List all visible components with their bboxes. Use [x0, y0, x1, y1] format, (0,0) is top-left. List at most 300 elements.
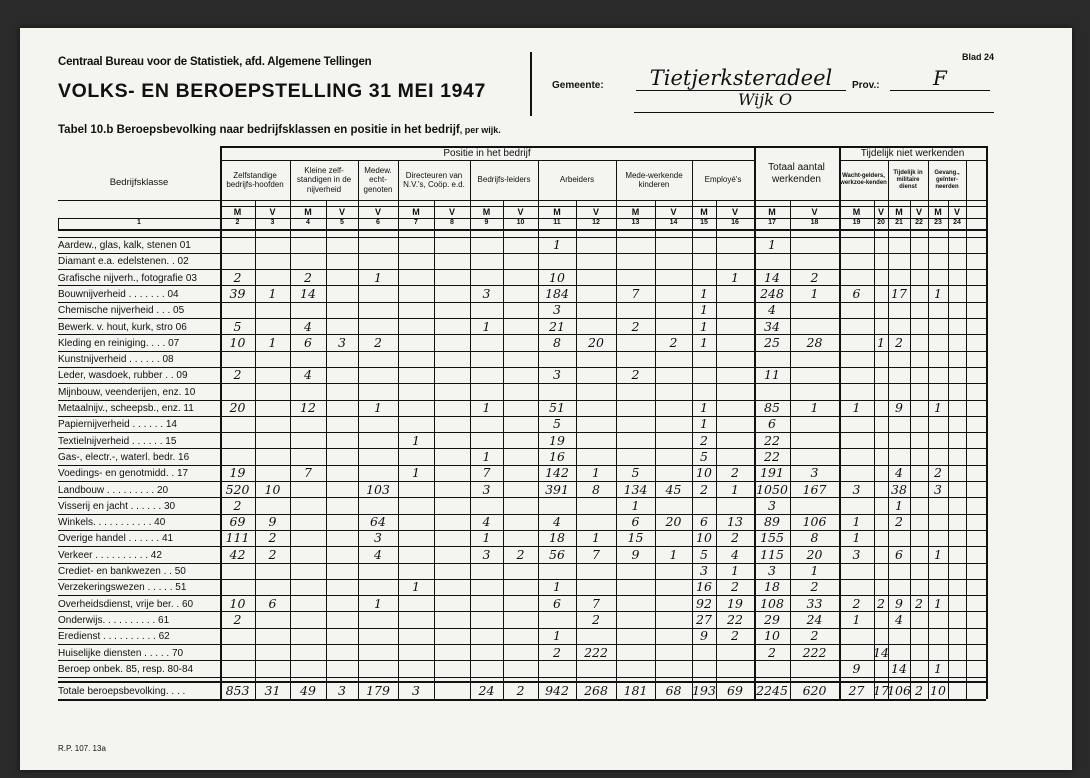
data-cell: 1050: [756, 481, 788, 497]
column-number: 15: [700, 219, 708, 226]
data-cell: 106: [802, 514, 827, 530]
column-number: 21: [895, 219, 903, 226]
data-cell: 3: [374, 530, 382, 546]
data-cell: 1: [592, 465, 600, 481]
column-number: 2: [235, 219, 240, 226]
row-label: Onderwijs. . . . . . . . . . 61: [58, 614, 170, 626]
column-number: 12: [592, 219, 600, 226]
data-cell: 18: [549, 530, 565, 546]
total-cell: 942: [545, 683, 569, 699]
data-cell: 14: [764, 269, 780, 285]
data-cell: 1: [700, 334, 708, 350]
data-cell: 45: [665, 481, 682, 497]
column-line: [966, 160, 967, 699]
column-line: [948, 200, 949, 699]
data-cell: 520: [225, 481, 250, 497]
data-cell: 14: [300, 285, 316, 301]
data-cell: 89: [764, 514, 780, 530]
row-label: Overheidsdienst, vrije ber. . 60: [58, 598, 194, 610]
data-cell: 39: [229, 285, 246, 301]
positie-header: Positie in het bedrijf: [443, 147, 531, 159]
data-cell: 3: [338, 334, 346, 350]
sheet-number: Blad 24: [961, 52, 994, 62]
sex-header: V: [517, 207, 524, 217]
sex-header: V: [592, 207, 599, 217]
data-cell: 1: [482, 448, 491, 464]
data-cell: 2: [374, 334, 382, 350]
row-label: Mijnbouw, veenderijen, enz. 10: [58, 386, 196, 398]
sex-header: M: [700, 207, 708, 217]
column-line: [928, 160, 929, 699]
data-cell: 2: [631, 318, 640, 334]
data-cell: 3: [553, 367, 561, 383]
data-cell: 18: [764, 579, 780, 595]
data-cell: 2: [304, 269, 312, 285]
row-label: Landbouw . . . . . . . . . 20: [58, 484, 169, 496]
data-cell: 2: [731, 530, 739, 546]
data-cell: 1: [731, 563, 739, 578]
row-label: Chemische nijverheid . . . 05: [58, 305, 185, 317]
group-header: Bedrijfs-leiders: [477, 175, 531, 185]
row-label: Metaalnijv., scheepsb., enz. 11: [58, 403, 194, 414]
data-cell: 2: [731, 628, 739, 644]
sex-header: M: [934, 207, 942, 217]
data-cell: 184: [545, 285, 569, 301]
sex-header: V: [374, 207, 381, 217]
data-cell: 4: [482, 514, 491, 530]
column-number: 18: [810, 219, 819, 226]
data-cell: 1: [934, 285, 942, 301]
row-label: Bouwnijverheid . . . . . . . 04: [58, 288, 179, 300]
column-line: [398, 160, 399, 699]
data-cell: 391: [545, 481, 569, 497]
total-cell: 49: [300, 683, 316, 699]
data-cell: 2: [877, 595, 885, 611]
total-cell: 2: [516, 683, 525, 699]
total-cell: 24: [478, 683, 495, 699]
data-cell: 1: [852, 514, 861, 530]
data-cell: 1: [374, 269, 382, 285]
data-cell: 4: [304, 318, 312, 334]
row-label: Visserij en jacht . . . . . . 30: [58, 500, 176, 512]
sex-header: M: [768, 207, 776, 217]
data-cell: 9: [852, 660, 861, 676]
sex-header: V: [953, 207, 960, 217]
total-cell: 193: [692, 683, 716, 699]
data-cell: 22: [764, 432, 780, 448]
data-cell: 5: [631, 465, 640, 481]
form-title: VOLKS- EN BEROEPSTELLING 31 MEI 1947: [58, 80, 486, 102]
column-number: 1: [137, 219, 141, 226]
data-cell: 222: [802, 644, 827, 660]
rule-line: [58, 200, 986, 201]
data-cell: 1: [412, 465, 420, 481]
data-cell: 9: [631, 546, 640, 562]
data-cell: 6: [268, 595, 277, 611]
gemeente-label: Gemeente:: [552, 80, 604, 91]
data-cell: 167: [802, 481, 827, 497]
total-cell: 2245: [756, 683, 788, 699]
data-cell: 2: [810, 269, 819, 285]
data-cell: 12: [300, 400, 316, 415]
data-cell: 2: [268, 530, 277, 546]
column-line: [655, 200, 656, 699]
group-header: Mede-werkende kinderen: [625, 170, 683, 189]
column-number: 4: [306, 219, 310, 226]
group-header: Directeuren van N.V.'s, Coöp. e.d.: [403, 170, 465, 189]
totaal-header: Totaal aantal werkenden: [768, 162, 825, 185]
data-cell: 2: [233, 269, 242, 285]
data-cell: 19: [549, 432, 565, 448]
organization-name: Centraal Bureau voor de Statistiek, afd. Algemene Tellingen: [58, 56, 372, 68]
data-cell: 1: [268, 285, 277, 301]
header-underline: [634, 112, 994, 113]
data-cell: 103: [366, 481, 390, 497]
data-cell: 2: [233, 497, 242, 513]
data-cell: 20: [588, 334, 604, 350]
data-cell: 142: [545, 465, 569, 481]
group-header: Medew. echt-genoten: [363, 165, 393, 194]
data-cell: 92: [696, 595, 712, 611]
group-header: Kleine zelf-standigen in de nijverheid: [296, 165, 352, 194]
data-cell: 1: [482, 400, 491, 415]
data-cell: 7: [482, 465, 491, 481]
data-cell: 2: [553, 644, 561, 660]
column-line: [470, 160, 471, 699]
row-label: Leder, wasdoek, rubber . . 09: [58, 370, 188, 382]
data-cell: 222: [584, 644, 608, 660]
tijdelijk-header: Tijdelijk niet werkenden: [860, 147, 965, 159]
data-cell: 6: [700, 514, 708, 530]
data-cell: 10: [696, 530, 712, 546]
data-cell: 13: [727, 514, 743, 530]
sex-header: V: [338, 207, 345, 217]
data-cell: 34: [764, 318, 780, 334]
total-cell: 179: [366, 683, 390, 699]
data-cell: 4: [731, 546, 739, 562]
sex-header: M: [304, 207, 312, 217]
data-cell: 4: [768, 302, 776, 318]
column-number: 16: [731, 219, 739, 226]
caption-main: Tabel 10.b Beroepsbevolking naar bedrijfsklassen en positie in het bedrijf: [58, 124, 460, 136]
province-value: F: [890, 66, 990, 91]
column-line: [358, 160, 359, 699]
data-cell: 1: [731, 269, 739, 285]
row-label: Gas-, electr.-, waterl. bedr. 16: [58, 451, 190, 463]
column-number: 8: [450, 219, 454, 226]
sex-header: V: [877, 207, 884, 217]
data-cell: 1: [810, 563, 819, 578]
row-label: Diamant e.a. edelstenen. . 02: [58, 256, 189, 268]
data-cell: 10: [696, 465, 712, 481]
row-label: Overige handel . . . . . . 41: [58, 533, 174, 545]
bedrijfsklasse-header: Bedrijfsklasse: [109, 177, 169, 189]
tn-group-header: Gevang., geïnter-neerden: [934, 169, 960, 190]
data-cell: 248: [760, 285, 784, 301]
sex-header: M: [412, 207, 420, 217]
data-cell: 1: [877, 334, 885, 350]
data-cell: 134: [623, 481, 648, 497]
data-cell: 9: [268, 514, 277, 530]
data-cell: 3: [482, 546, 491, 562]
data-cell: 1: [482, 318, 491, 334]
data-cell: 1: [852, 530, 861, 546]
data-cell: 1: [810, 400, 819, 415]
column-number: 11: [553, 219, 561, 226]
data-cell: 1: [700, 318, 708, 334]
total-cell: 106: [887, 683, 911, 699]
data-cell: 3: [852, 481, 861, 497]
data-cell: 6: [304, 334, 312, 350]
data-cell: 2: [810, 628, 819, 644]
row-label: Verkeer . . . . . . . . . . 42: [58, 549, 162, 561]
total-cell: 31: [264, 683, 281, 699]
rule-line: [58, 699, 986, 701]
total-cell: 3: [338, 683, 346, 699]
sex-header: M: [852, 207, 861, 217]
column-number: 24: [953, 219, 961, 226]
data-cell: 2: [895, 514, 903, 530]
data-cell: 64: [370, 514, 386, 530]
column-number: 19: [852, 219, 861, 226]
total-cell: 27: [848, 683, 865, 699]
data-cell: 1: [374, 595, 382, 611]
row-label: Beroep onbek. 85, resp. 80-84: [58, 663, 194, 675]
tn-group-header: Wacht-gelders, werkzoe-kenden: [840, 173, 887, 186]
row-label: Winkels. . . . . . . . . . . 40: [58, 517, 166, 529]
data-cell: 1: [553, 628, 561, 644]
data-cell: 4: [895, 465, 903, 481]
data-cell: 3: [482, 285, 491, 301]
column-number: 20: [877, 219, 885, 226]
total-label: Totale beroepsbevolking. . . .: [58, 686, 186, 698]
row-label: Aardew., glas, kalk, stenen 01: [58, 240, 191, 251]
tn-group-header: Tijdelijk in militaire dienst: [893, 169, 923, 190]
data-cell: 8: [553, 334, 561, 350]
data-cell: 9: [895, 400, 903, 415]
data-cell: 2: [700, 481, 708, 497]
data-cell: 1: [700, 302, 708, 318]
column-number: 6: [376, 219, 380, 226]
column-number: 10: [516, 219, 525, 226]
sex-header: V: [731, 207, 738, 217]
sex-header: V: [811, 207, 818, 217]
data-cell: 4: [553, 514, 561, 530]
data-cell: 2: [731, 579, 739, 595]
data-cell: 1: [934, 400, 942, 415]
column-line: [290, 160, 291, 699]
data-cell: 108: [760, 595, 784, 611]
data-cell: 2: [631, 367, 640, 383]
data-cell: 6: [631, 514, 640, 530]
data-cell: 10: [229, 595, 246, 611]
data-cell: 7: [592, 595, 600, 611]
total-cell: 10: [930, 683, 946, 699]
data-cell: 1: [482, 530, 491, 546]
data-cell: 2: [810, 579, 819, 595]
data-cell: 6: [852, 285, 861, 301]
data-cell: 2: [852, 595, 861, 611]
data-cell: 10: [229, 334, 246, 350]
data-cell: 1: [631, 497, 640, 513]
sex-header: V: [448, 207, 455, 217]
column-number: 13: [631, 219, 640, 226]
sex-header: M: [631, 207, 640, 217]
data-cell: 7: [304, 465, 312, 481]
data-cell: 16: [696, 579, 712, 595]
data-cell: 69: [229, 514, 246, 530]
data-cell: 29: [764, 611, 780, 627]
row-label: Voedings- en genotmidd. . 17: [58, 468, 189, 480]
data-cell: 9: [895, 595, 903, 611]
row-label: Crediet- en bankwezen . . 50: [58, 566, 186, 577]
data-cell: 2: [768, 644, 776, 660]
data-cell: 14: [873, 644, 889, 660]
data-cell: 3: [768, 563, 776, 578]
data-cell: 11: [764, 367, 780, 383]
data-cell: 2: [268, 546, 277, 562]
group-header: Arbeiders: [559, 175, 595, 185]
data-cell: 2: [700, 432, 708, 448]
data-cell: 3: [768, 497, 776, 513]
sex-header: M: [482, 207, 491, 217]
data-cell: 6: [895, 546, 903, 562]
row-label: Verzekeringswezen . . . . . 51: [58, 582, 187, 594]
column-number: 9: [484, 219, 489, 226]
table-caption: [58, 124, 501, 136]
data-cell: 5: [700, 546, 708, 562]
data-cell: 3: [852, 546, 861, 562]
data-cell: 4: [374, 546, 382, 562]
data-cell: 17: [891, 285, 907, 301]
province-label: Prov.:: [852, 80, 880, 91]
data-cell: 2: [731, 465, 739, 481]
column-number: 23: [934, 219, 942, 226]
row-label: Grafische nijverh., fotografie 03: [58, 272, 197, 284]
data-cell: 28: [806, 334, 823, 350]
data-cell: 9: [700, 628, 708, 644]
data-cell: 111: [225, 530, 250, 546]
data-cell: 1: [810, 285, 819, 301]
data-cell: 8: [592, 481, 600, 497]
row-label: Textielnijverheid . . . . . . 15: [58, 435, 177, 447]
sex-header: M: [233, 207, 242, 217]
data-cell: 1: [268, 334, 277, 350]
sex-header: V: [915, 207, 922, 217]
data-cell: 1: [852, 400, 861, 415]
header-divider: [530, 52, 532, 116]
total-cell: 181: [623, 683, 648, 699]
data-cell: 1: [768, 237, 776, 252]
data-cell: 20: [806, 546, 823, 562]
column-line: [986, 146, 988, 699]
data-cell: 21: [549, 318, 565, 334]
data-cell: 51: [549, 400, 565, 415]
data-cell: 10: [764, 628, 780, 644]
total-cell: 17: [873, 683, 889, 699]
data-cell: 5: [233, 318, 242, 334]
data-cell: 33: [806, 595, 823, 611]
column-number: 14: [669, 219, 678, 226]
data-cell: 15: [627, 530, 644, 546]
group-header: Zelfstandige bedrijfs-hoofden: [226, 170, 284, 189]
total-cell: 2: [915, 683, 923, 699]
data-cell: 1: [934, 660, 942, 676]
data-cell: 2: [592, 611, 600, 627]
data-cell: 6: [553, 595, 561, 611]
sex-header: M: [553, 207, 561, 217]
data-cell: 1: [934, 546, 942, 562]
sex-header: M: [895, 207, 903, 217]
data-cell: 3: [934, 481, 942, 497]
data-cell: 6: [768, 416, 776, 432]
data-cell: 42: [229, 546, 246, 562]
data-cell: 24: [806, 611, 823, 627]
data-cell: 3: [553, 302, 561, 318]
gemeente-value: Tietjerksteradeel: [636, 66, 846, 91]
total-cell: 3: [412, 683, 420, 699]
data-cell: 38: [891, 481, 907, 497]
total-cell: 268: [584, 683, 608, 699]
form-header: [58, 50, 994, 116]
data-cell: 3: [700, 563, 708, 578]
data-cell: 1: [553, 579, 561, 595]
data-cell: 3: [482, 481, 491, 497]
data-cell: 1: [700, 416, 708, 432]
data-cell: 2: [516, 546, 525, 562]
data-cell: 1: [374, 400, 382, 415]
data-cell: 2: [895, 334, 903, 350]
total-cell: 853: [225, 683, 250, 699]
data-cell: 27: [696, 611, 712, 627]
data-cell: 1: [731, 481, 739, 497]
data-cell: 25: [764, 334, 780, 350]
data-cell: 7: [631, 285, 640, 301]
column-line: [434, 200, 435, 699]
data-cell: 2: [669, 334, 678, 350]
sex-header: V: [269, 207, 276, 217]
data-cell: 115: [760, 546, 784, 562]
form-code: R.P. 107. 13a: [58, 744, 106, 753]
total-cell: 68: [665, 683, 682, 699]
data-cell: 2: [233, 611, 242, 627]
row-label: Kleding en reiniging. . . . 07: [58, 337, 180, 349]
data-cell: 10: [549, 269, 565, 285]
column-number: 17: [768, 219, 776, 226]
data-cell: 20: [229, 400, 246, 415]
data-cell: 20: [665, 514, 682, 530]
wijk-value: Wijk O: [738, 90, 793, 109]
data-cell: 1: [895, 497, 903, 513]
total-cell: 620: [802, 683, 827, 699]
data-cell: 1: [700, 285, 708, 301]
data-cell: 191: [760, 465, 784, 481]
row-label: Bewerk. v. hout, kurk, stro 06: [58, 321, 187, 333]
caption-suffix: , per wijk.: [459, 125, 501, 135]
data-cell: 155: [760, 530, 784, 546]
row-label: Papiernijverheid . . . . . . 14: [58, 419, 177, 431]
data-cell: 22: [764, 448, 780, 464]
column-number: 7: [414, 219, 418, 226]
data-cell: 3: [810, 465, 819, 481]
data-cell: 8: [810, 530, 819, 546]
column-number: 5: [340, 219, 344, 226]
data-cell: 4: [895, 611, 903, 627]
data-cell: 19: [229, 465, 246, 481]
data-cell: 1: [669, 546, 678, 562]
data-cell: 10: [264, 481, 281, 497]
data-cell: 2: [915, 595, 923, 611]
